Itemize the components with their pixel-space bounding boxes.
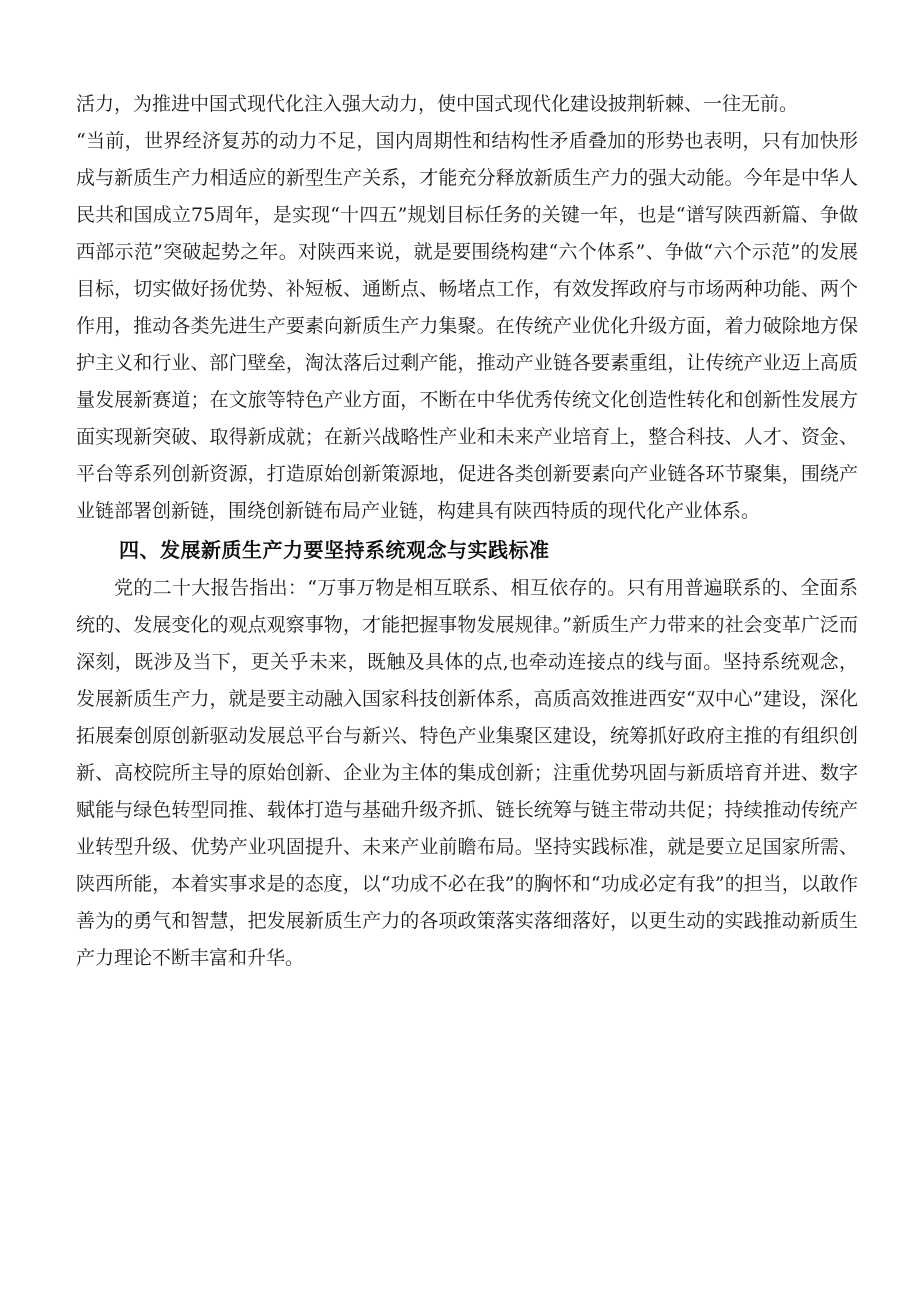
paragraph-continuation: 活力，为推进中国式现代化注入强大动力，使中国式现代化建设披荆斩棘、一往无前。 [76, 93, 799, 115]
paragraph-system-concept: 党的二十大报告指出：“万事万物是相互联系、相互依存的。只有用普遍联系的、全面系统的、发展变化的观点观察事物，才能把握事物发展规律。”新质生产力带来的社会变革广泛而深刻，既涉及当下，更关乎未来，既触及具体的点,也牵动连接点的线与面。坚持系统观念，发展新质生产力，就是要主动融入国家科技创新体系，高质高效推进西安“双中心”建设，深化拓展秦创原创新驱动发展总平台与新兴、特色产业集聚区建设，统筹抓好政府主推的有组织创新、高校院所主导的原始创新、企业为主体的集成创新；注重优势巩固与新质培育并进、数字赋能与绿色转型同推、载体打造与基础升级齐抓、链长统筹与链主带动共促；持续推动传统产业转型升级、优势产业巩固提升、未来产业前瞻布局。坚持实践标准，就是要立足国家所需、陕西所能，本着实事求是的态度，以“功成不必在我”的胸怀和“功成必定有我”的担当，以敢作善为的勇气和智慧，把发展新质生产力的各项政策落实落细落好，以更生动的实践推动新质生产力理论不断丰富和升华。 [76, 577, 858, 969]
section-heading-four: 四、发展新质生产力要坚持系统观念与实践标准 [119, 538, 550, 562]
document-body [76, 86, 858, 977]
paragraph-shaanxi-development: “当前，世界经济复苏的动力不足，国内周期性和结构性矛盾叠加的形势也表明，只有加快形成与新质生产力相适应的新型生产关系，才能充分释放新质生产力的强大动能。今年是中华人民共和国成立75周年，是实现“十四五”规划目标任务的关键一年，也是“谱写陕西新篇、争做西部示范”突破起势之年。对陕西来说，就是要围绕构建“六个体系”、争做“六个示范”的发展目标，切实做好扬优势、补短板、通断点、畅堵点工作，有效发挥政府与市场两种功能、两个作用，推动各类先进生产要素向新质生产力集聚。在传统产业优化升级方面，着力破除地方保护主义和行业、部门壁垒，淘汰落后过剩产能，推动产业链各要素重组，让传统产业迈上高质量发展新赛道；在文旅等特色产业方面，不断在中华优秀传统文化创造性转化和创新性发展方面实现新突破、取得新成就；在新兴战略性产业和未来产业培育上，整合科技、人才、资金、平台等系列创新资源，打造原始创新策源地，促进各类创新要素向产业链各环节聚集，围绕产业链部署创新链，围绕创新链布局产业链，构建具有陕西特质的现代化产业体系。 [76, 130, 858, 522]
